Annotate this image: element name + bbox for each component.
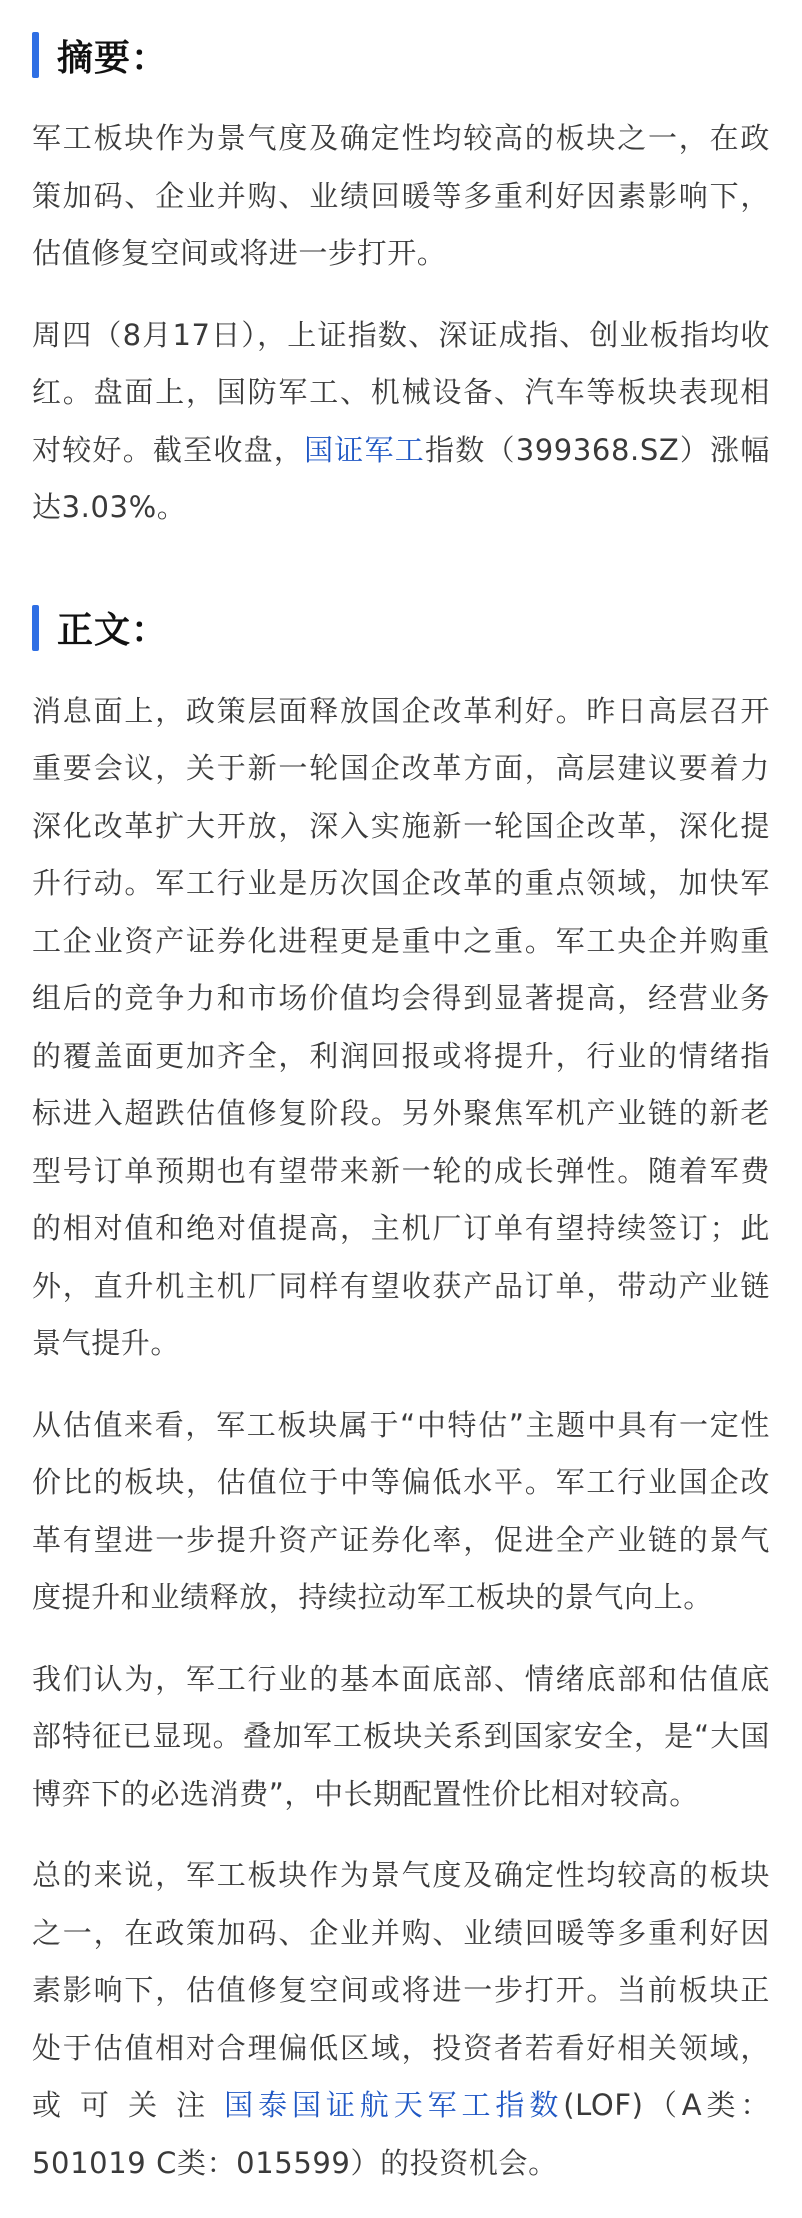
body-heading [32, 597, 770, 659]
heading-accent-bar [32, 605, 39, 651]
body-paragraph-4-text-before: 总的来说，军工板块作为景气度及确定性均较高的板块之一，在政策加码、企业并购、业绩回暖等多重利好因素影响下，估值修复空间或将进一步打开。当前板块正处于估值相对合理偏低区域，投资者若看好相关领域，或 可 关 注 [32, 1858, 770, 2122]
summary-paragraph-2 [32, 307, 770, 537]
guozheng-military-index-link[interactable]: 国证军工 [304, 432, 426, 467]
body-paragraph-4 [32, 1847, 770, 2192]
body-paragraph-2: 从估值来看，军工板块属于“中特估”主题中具有一定性价比的板块，估值位于中等偏低水平。军工行业国企改革有望进一步提升资产证券化率，促进全产业链的景气度提升和业绩释放，持续拉动军工板块的景气向上。 [32, 1407, 770, 1614]
body-paragraph-3: 我们认为，军工行业的基本面底部、情绪底部和估值底部特征已显现。叠加军工板块关系到国家安全，是“大国博弈下的必选消费”，中长期配置性价比相对较高。 [32, 1661, 770, 1811]
summary-paragraph-2-text-before: 周四（8月17日），上证指数、深证成指、创业板指均收红。盘面上，国防军工、机械设备、汽车等板块表现相对较好。截至收盘， [32, 317, 770, 467]
body-heading-title: 正文： [57, 610, 169, 651]
summary-heading-title: 摘要： [57, 37, 169, 79]
heading-accent-bar [32, 32, 39, 78]
summary-heading [32, 24, 770, 86]
body-paragraph-4-text-after: (LOF)（A类：501019 C类：015599）的投资机会。 [32, 2088, 770, 2180]
summary-paragraph-1: 军工板块作为景气度及确定性均较高的板块之一，在政策加码、企业并购、业绩回暖等多重利好因素影响下，估值修复空间或将进一步打开。 [32, 121, 770, 270]
summary-paragraph-2-text-after: 指数（399368.SZ）涨幅达3.03%。 [32, 432, 770, 524]
guotai-aerospace-military-index-link[interactable]: 国泰国证航天军工指数 [224, 2088, 564, 2122]
body-paragraph-1: 消息面上，政策层面释放国企改革利好。昨日高层召开重要会议，关于新一轮国企改革方面，高层建议要着力深化改革扩大开放，深入实施新一轮国企改革，深化提升行动。军工行业是历次国企改革的重点领域，加快军工企业资产证券化进程更是重中之重。军工央企并购重组后的竞争力和市场价值均会得到显著提高，经营业务的覆盖面更加齐全，利润回报或将提升，行业的情绪指标进入超跌估值修复阶段。另外聚焦军机产业链的新老型号订单预期也有望带来新一轮的成长弹性。随着军费的相对值和绝对值提高，主机厂订单有望持续签订；此外，直升机主机厂同样有望收获产品订单，带动产业链景气提升。 [32, 693, 770, 1360]
